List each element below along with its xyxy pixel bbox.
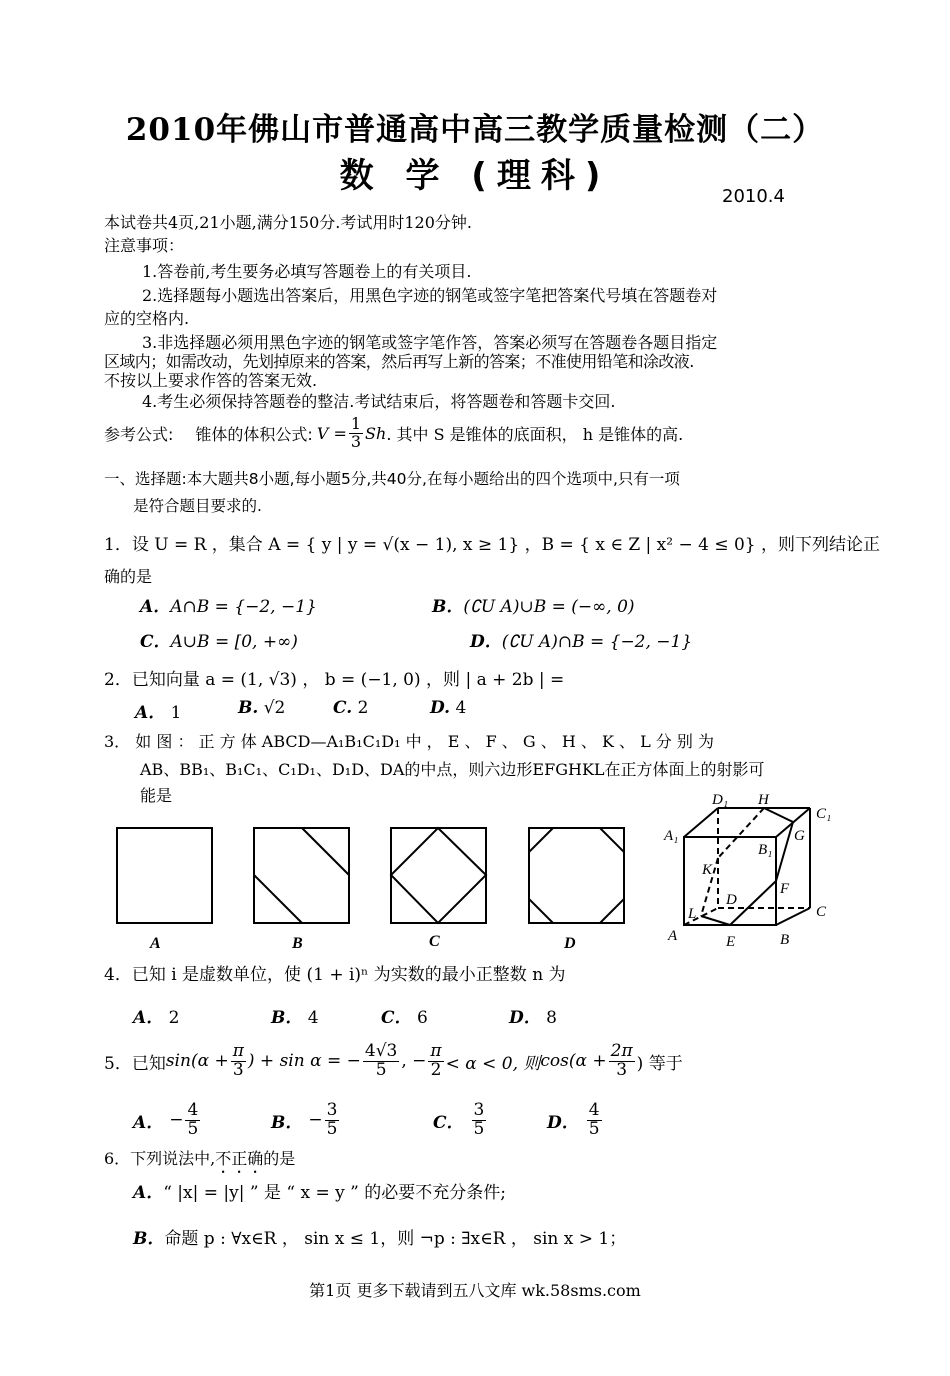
figure-label-d: D [564,935,576,952]
q1-option-a: A．A∩B = {−2, −1} [140,597,317,617]
q2-option-d: D. 4 [430,698,467,718]
q1-option-b: B．(∁U A)∪B = (−∞, 0) [432,597,635,617]
q1-stem: 1．设 U = R ，集合 A = { y | y = √(x − 1), x ≥ 1} ，B = { x ∈ Z | x² − 4 ≤ 0} ，则下列结论正 [104,535,881,555]
notice-4: 4.考生必须保持答题卷的整洁.考试结束后，将答题卷和答题卡交回. [142,392,616,411]
notice-heading: 注意事项： [104,236,185,255]
cube-label-c: C [816,904,827,920]
exam-date: 2010.4 [722,186,785,207]
q5-stem: 5．已知 sin(α + $\frac{\pi}{3}$ ) + sin α = − $\frac{4√3}{5}$ , − $\frac{\pi}{2}$ < α < 0, 则 cos(α + $\frac{2\pi}{3}$ ) 等于 [104,1040,683,1080]
q4-option-b: B． 4 [271,1008,319,1028]
cube-label-a: A [668,928,678,944]
page-footer: 第1页 更多下载请到五八文库 wk.58sms.com [309,1281,641,1300]
q5-option-c: C． $\frac{3}{5}$ [433,1099,485,1139]
q4-option-a: A． 2 [133,1008,180,1028]
cube-label-d1: D₁ [712,792,729,808]
figure-label-c: C [429,933,440,950]
notice-2: 2.选择题每小题选出答案后，用黑色字迹的钢笔或签字笔把答案代号填在答题卷对 [142,286,718,305]
q4-option-d: D． 8 [509,1008,557,1028]
cube-label-a1: A₁ [664,828,679,844]
q6-stem: 6．下列说法中,不正确的是 [104,1149,296,1168]
notice-3: 3.非选择题必须用黑色字迹的钢笔或签字笔作答，答案必须写在答题卷各题目指定 [142,333,718,352]
q1-option-c: C．A∪B = [0, +∞) [140,632,298,652]
formula-lhs: V = [316,423,347,443]
q3-stem: 3． 如 图 ： 正 方 体 ABCD—A₁B₁C₁D₁ 中 ， E 、 F 、 G 、 H 、 K 、 L 分 别 为 [104,732,714,751]
figure-label-a: A [150,935,161,952]
q1-stem-cont: 确的是 [104,567,153,586]
cube-label-b: B [780,932,790,948]
figure-label-b: B [292,935,303,952]
q6-option-a: A．“ |x| = |y| ” 是 “ x = y ” 的必要不充分条件; [133,1183,506,1203]
q5-frac-2pi-3: $\frac{2\pi}{3}$ [610,1040,633,1080]
q5-option-a: A． − $\frac{4}{5}$ [133,1099,199,1139]
q2-option-c: C. 2 [333,698,369,718]
notice-3-end: 不按以上要求作答的答案无效. [104,371,318,390]
cube-label-k: K [702,862,713,878]
q1-option-d: D．(∁U A)∩B = {−2, −1} [470,632,693,652]
formula-note: . 其中 S 是锥体的底面积， h 是锥体的高. [386,424,684,444]
cube-label-c1: C₁ [816,806,832,822]
q4-option-c: C． 6 [381,1008,428,1028]
q5-frac-4sqrt3-5: $\frac{4√3}{5}$ [364,1040,398,1080]
exam-summary: 本试卷共4页,21小题,满分150分.考试用时120分钟. [104,213,472,232]
cube-label-f: F [780,881,790,897]
q5-option-b: B． − $\frac{3}{5}$ [271,1099,338,1139]
exam-title: 2010年佛山市普通高中高三教学质量检测（二） [125,112,825,148]
formula-fraction: $\frac{1}{3}$ [350,413,362,451]
formula-label: 参考公式: [104,424,174,444]
formula-rhs: Sh [365,423,387,443]
cube-figure [660,790,860,955]
cube-label-g: G [794,828,805,844]
q3-stem-end: 能是 [140,786,173,805]
q2-stem: 2．已知向量 a = (1, √3) ， b = (−1, 0) ，则 | a + 2b | = [104,670,565,690]
notice-3-cont: 区域内；如需改动，先划掉原来的答案，然后再写上新的答案；不准使用铅笔和涂改液. [104,352,694,371]
section-heading: 一、选择题:本大题共8小题,每小题5分,共40分,在每小题给出的四个选项中,只有一项 [104,470,680,488]
q3-stem-cont: AB、BB₁、B₁C₁、C₁D₁、D₁D、DA的中点，则六边形EFGHKL在正方体面上的射影可 [140,760,765,779]
q2-option-a: A． 1 [135,703,182,723]
figure-option-c [391,828,486,923]
figure-option-b [254,828,349,923]
q5-option-d: D． $\frac{4}{5}$ [547,1099,600,1139]
cube-label-l: L [688,906,697,922]
notice-2-cont: 应的空格内. [104,309,190,328]
formula-name: 锥体的体积公式: [195,424,313,444]
q4-stem: 4．已知 i 是虚数单位，使 (1 + i)ⁿ 为实数的最小正整数 n 为 [104,965,566,985]
q5-frac-pi-2: $\frac{\pi}{2}$ [430,1040,442,1080]
cube-label-b1: B₁ [758,842,773,858]
cube-label-h: H [758,792,769,808]
section-heading-cont: 是符合题目要求的. [133,497,262,515]
q2-option-b: B. √2 [238,698,286,718]
q5-frac-pi-3: $\frac{\pi}{3}$ [232,1040,244,1080]
figure-option-d [529,828,624,923]
q6-emphasis: 不正确 [215,1149,264,1168]
cube-label-d: D [726,892,737,908]
cube-label-e: E [726,934,736,950]
exam-subtitle: 数 学 (理科) [339,156,611,196]
notice-1: 1.答卷前,考生要务必填写答题卷上的有关项目. [142,262,472,281]
q6-option-b: B．命题 p : ∀x∈R ， sin x ≤ 1，则 ¬p : ∃x∈R ， sin x > 1； [133,1229,627,1249]
figure-option-a [117,828,212,923]
q3-option-figures [100,815,640,955]
reference-formula [104,408,683,458]
